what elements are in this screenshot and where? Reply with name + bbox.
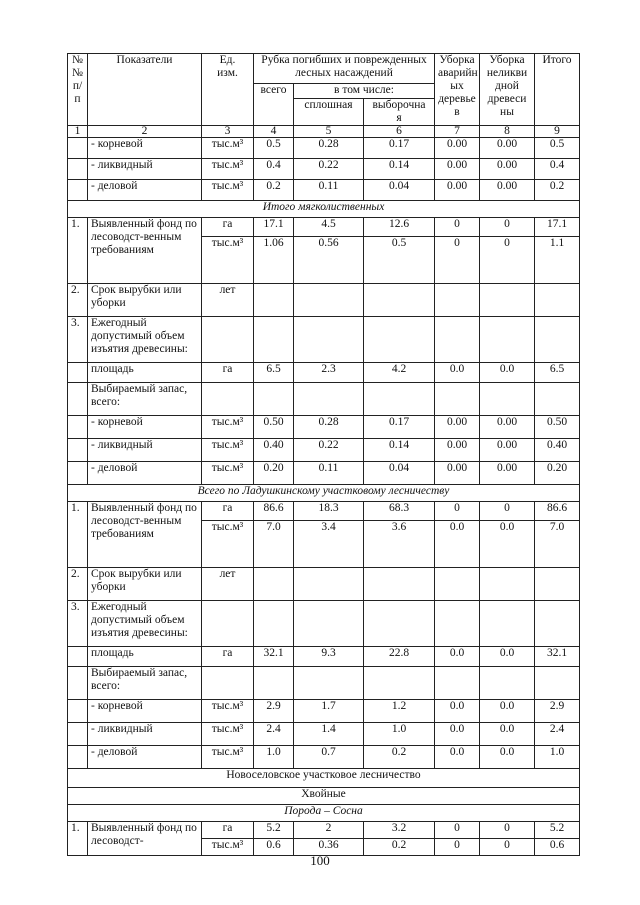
col-clear-header: сплошная	[294, 99, 364, 126]
table-row	[68, 568, 580, 601]
num-cell	[68, 667, 88, 700]
empty-cell	[435, 317, 480, 363]
value-cell: 0.00	[480, 416, 535, 439]
unit-cell: га	[202, 822, 254, 839]
empty-cell	[254, 568, 294, 601]
section-ladushkin	[68, 485, 580, 502]
table-row	[68, 502, 580, 521]
unit-cell: тыс.м³	[202, 138, 254, 159]
empty-cell	[364, 601, 435, 647]
value-cell: 7.0	[535, 521, 580, 568]
num-cell: 3.	[68, 317, 88, 363]
col-illiquid-header: Уборка неликви дной древеси ны	[480, 54, 535, 126]
value-cell: 0.5	[254, 138, 294, 159]
num-cell	[68, 159, 88, 180]
empty-cell	[202, 601, 254, 647]
table-row	[68, 383, 580, 416]
value-cell: 3.2	[364, 822, 435, 839]
value-cell: 32.1	[254, 647, 294, 667]
value-cell: 17.1	[254, 218, 294, 237]
table-row	[68, 363, 580, 383]
empty-cell	[254, 317, 294, 363]
table-row	[68, 667, 580, 700]
num-cell: 2.	[68, 568, 88, 601]
empty-cell	[535, 568, 580, 601]
unit-cell: га	[202, 502, 254, 521]
indicator-label: Выбираемый запас, всего:	[88, 667, 202, 700]
value-cell: 2.4	[535, 723, 580, 746]
num-cell	[68, 647, 88, 667]
value-cell: 0.0	[435, 746, 480, 769]
value-cell: 4.2	[364, 363, 435, 383]
value-cell: 0.7	[294, 746, 364, 769]
value-cell: 0.0	[480, 647, 535, 667]
table-row	[68, 439, 580, 462]
indicator-label: площадь	[88, 363, 202, 383]
value-cell: 32.1	[535, 647, 580, 667]
empty-cell	[435, 601, 480, 647]
value-cell: 68.3	[364, 502, 435, 521]
value-cell: 0	[435, 218, 480, 237]
value-cell: 0.2	[364, 746, 435, 769]
num-cell: 1.	[68, 822, 88, 856]
column-number: 5	[294, 126, 364, 138]
unit-cell: тыс.м³	[202, 521, 254, 568]
table-row	[68, 647, 580, 667]
section-soft	[68, 201, 580, 218]
indicator-label: - ликвидный	[88, 439, 202, 462]
value-cell: 0.0	[480, 363, 535, 383]
column-number-row	[68, 126, 580, 138]
unit-cell: тыс.м³	[202, 700, 254, 723]
column-number: 6	[364, 126, 435, 138]
value-cell: 4.5	[294, 218, 364, 237]
unit-cell: тыс.м³	[202, 416, 254, 439]
value-cell: 0	[435, 237, 480, 284]
value-cell: 1.4	[294, 723, 364, 746]
empty-cell	[364, 284, 435, 317]
empty-cell	[294, 568, 364, 601]
indicator-label: площадь	[88, 647, 202, 667]
table-row	[68, 462, 580, 485]
unit-cell: лет	[202, 284, 254, 317]
value-cell: 5.2	[535, 822, 580, 839]
table-row	[68, 723, 580, 746]
value-cell: 17.1	[535, 218, 580, 237]
value-cell: 6.5	[254, 363, 294, 383]
value-cell: 0.11	[294, 462, 364, 485]
unit-cell: тыс.м³	[202, 746, 254, 769]
indicator-label: Срок вырубки или уборки	[88, 568, 202, 601]
indicator-label: Ежегодный допустимый объем изъятия древесины:	[88, 601, 202, 647]
empty-cell	[294, 317, 364, 363]
num-cell	[68, 363, 88, 383]
value-cell: 0.56	[294, 237, 364, 284]
value-cell: 1.7	[294, 700, 364, 723]
empty-cell	[480, 317, 535, 363]
col-indicators-header: Показатели	[88, 54, 202, 126]
species-band	[68, 805, 580, 822]
value-cell: 0.0	[435, 363, 480, 383]
value-cell: 0	[480, 839, 535, 856]
value-cell: 0.5	[535, 138, 580, 159]
value-cell: 2.4	[254, 723, 294, 746]
indicator-label: Срок вырубки или уборки	[88, 284, 202, 317]
value-cell: 0.28	[294, 416, 364, 439]
col-total-all-header: всего	[254, 84, 294, 126]
value-cell: 0.0	[480, 746, 535, 769]
value-cell: 1.0	[364, 723, 435, 746]
empty-cell	[535, 601, 580, 647]
value-cell: 0.5	[364, 237, 435, 284]
value-cell: 0.6	[254, 839, 294, 856]
value-cell: 0.0	[435, 700, 480, 723]
col-num-header: № № п/ п	[68, 54, 88, 126]
indicator-label: Выбираемый запас, всего:	[88, 383, 202, 416]
value-cell: 0.4	[535, 159, 580, 180]
table-row	[68, 700, 580, 723]
column-number: 3	[202, 126, 254, 138]
value-cell: 0.00	[435, 439, 480, 462]
value-cell: 7.0	[254, 521, 294, 568]
value-cell: 0.0	[435, 521, 480, 568]
value-cell: 0.0	[480, 521, 535, 568]
group-band	[68, 788, 580, 805]
value-cell: 22.8	[364, 647, 435, 667]
column-number: 9	[535, 126, 580, 138]
value-cell: 12.6	[364, 218, 435, 237]
col-including-header: в том числе:	[294, 84, 435, 99]
value-cell: 0.6	[535, 839, 580, 856]
empty-cell	[480, 601, 535, 647]
num-cell	[68, 700, 88, 723]
unit-cell: га	[202, 647, 254, 667]
num-cell: 1.	[68, 218, 88, 284]
num-cell	[68, 746, 88, 769]
empty-cell	[254, 667, 294, 700]
value-cell: 0.0	[435, 723, 480, 746]
empty-cell	[435, 383, 480, 416]
forestry-table	[67, 53, 580, 856]
value-cell: 1.2	[364, 700, 435, 723]
table-row	[68, 180, 580, 201]
value-cell: 0.04	[364, 180, 435, 201]
empty-cell	[294, 383, 364, 416]
indicator-label: Выявленный фонд по лесоводст-венным требованиям	[88, 218, 202, 284]
value-cell: 0	[435, 839, 480, 856]
value-cell: 0	[480, 502, 535, 521]
value-cell: 0.20	[535, 462, 580, 485]
value-cell: 0.50	[535, 416, 580, 439]
empty-cell	[435, 568, 480, 601]
col-total-header: Итого	[535, 54, 580, 126]
table-row	[68, 601, 580, 647]
value-cell: 0.00	[480, 159, 535, 180]
value-cell: 0.22	[294, 439, 364, 462]
num-cell	[68, 416, 88, 439]
indicator-label: Выявленный фонд по лесоводст-венным требованиям	[88, 502, 202, 568]
value-cell: 0.20	[254, 462, 294, 485]
num-cell	[68, 138, 88, 159]
value-cell: 0	[435, 822, 480, 839]
value-cell: 9.3	[294, 647, 364, 667]
value-cell: 0.40	[254, 439, 294, 462]
unit-cell: тыс.м³	[202, 180, 254, 201]
table-row	[68, 159, 580, 180]
num-cell: 1.	[68, 502, 88, 568]
value-cell: 0.00	[480, 462, 535, 485]
table-row	[68, 746, 580, 769]
num-cell: 2.	[68, 284, 88, 317]
column-number: 8	[480, 126, 535, 138]
num-cell	[68, 180, 88, 201]
value-cell: 1.0	[254, 746, 294, 769]
unit-cell: тыс.м³	[202, 439, 254, 462]
value-cell: 86.6	[535, 502, 580, 521]
empty-cell	[202, 317, 254, 363]
header-row	[68, 54, 580, 69]
value-cell: 0.22	[294, 159, 364, 180]
species-title: Порода – Сосна	[68, 805, 580, 822]
value-cell: 0.2	[364, 839, 435, 856]
value-cell: 1.0	[535, 746, 580, 769]
value-cell: 86.6	[254, 502, 294, 521]
value-cell: 0.00	[435, 159, 480, 180]
value-cell: 0.0	[480, 723, 535, 746]
col-felling-header: Рубка погибших и поврежденных лесных насаждений	[254, 54, 435, 84]
col-selective-header: выборочна я	[364, 99, 435, 126]
empty-cell	[480, 383, 535, 416]
empty-cell	[364, 317, 435, 363]
value-cell: 0.2	[535, 180, 580, 201]
value-cell: 3.4	[294, 521, 364, 568]
unit-cell: тыс.м³	[202, 237, 254, 284]
empty-cell	[254, 383, 294, 416]
value-cell: 0.0	[435, 647, 480, 667]
value-cell: 1.06	[254, 237, 294, 284]
value-cell: 0.11	[294, 180, 364, 201]
value-cell: 0	[480, 822, 535, 839]
empty-cell	[202, 667, 254, 700]
value-cell: 0.2	[254, 180, 294, 201]
forestry-title: Новоселовское участковое лесничество	[68, 769, 580, 788]
unit-cell: тыс.м³	[202, 839, 254, 856]
empty-cell	[294, 284, 364, 317]
value-cell: 0.50	[254, 416, 294, 439]
empty-cell	[535, 667, 580, 700]
value-cell: 1.1	[535, 237, 580, 284]
value-cell: 3.6	[364, 521, 435, 568]
empty-cell	[254, 601, 294, 647]
empty-cell	[480, 284, 535, 317]
value-cell: 2	[294, 822, 364, 839]
value-cell: 0.00	[435, 416, 480, 439]
section-soft-title: Итого мягколиственных	[68, 201, 580, 218]
indicator-label: - деловой	[88, 462, 202, 485]
value-cell: 0.36	[294, 839, 364, 856]
value-cell: 0.00	[435, 138, 480, 159]
table-row	[68, 284, 580, 317]
table-row	[68, 218, 580, 237]
col-emergency-header: Уборка аварийн ых деревье в	[435, 54, 480, 126]
value-cell: 0.00	[480, 439, 535, 462]
unit-cell: тыс.м³	[202, 723, 254, 746]
indicator-label: Ежегодный допустимый объем изъятия древесины:	[88, 317, 202, 363]
empty-cell	[202, 383, 254, 416]
indicator-label: - корневой	[88, 416, 202, 439]
num-cell	[68, 439, 88, 462]
value-cell: 0.00	[480, 138, 535, 159]
indicator-label: - ликвидный	[88, 159, 202, 180]
column-number: 2	[88, 126, 202, 138]
empty-cell	[480, 568, 535, 601]
value-cell: 0.14	[364, 439, 435, 462]
empty-cell	[480, 667, 535, 700]
value-cell: 2.3	[294, 363, 364, 383]
value-cell: 0.14	[364, 159, 435, 180]
value-cell: 0.04	[364, 462, 435, 485]
value-cell: 2.9	[254, 700, 294, 723]
empty-cell	[294, 601, 364, 647]
empty-cell	[435, 667, 480, 700]
indicator-label: - ликвидный	[88, 723, 202, 746]
empty-cell	[364, 383, 435, 416]
indicator-label: - корневой	[88, 138, 202, 159]
page-number: 100	[310, 853, 330, 868]
unit-cell: тыс.м³	[202, 159, 254, 180]
value-cell: 6.5	[535, 363, 580, 383]
value-cell: 0.00	[480, 180, 535, 201]
section-ladushkin-title: Всего по Ладушкинскому участковому лесничеству	[68, 485, 580, 502]
table-row	[68, 317, 580, 363]
empty-cell	[364, 568, 435, 601]
value-cell: 0.00	[435, 180, 480, 201]
empty-cell	[254, 284, 294, 317]
unit-cell: тыс.м³	[202, 462, 254, 485]
indicator-label: - корневой	[88, 700, 202, 723]
num-cell	[68, 383, 88, 416]
value-cell: 0	[435, 502, 480, 521]
num-cell	[68, 723, 88, 746]
indicator-label: - деловой	[88, 746, 202, 769]
unit-cell: га	[202, 363, 254, 383]
value-cell: 0	[480, 218, 535, 237]
num-cell: 3.	[68, 601, 88, 647]
empty-cell	[435, 284, 480, 317]
empty-cell	[535, 317, 580, 363]
column-number: 7	[435, 126, 480, 138]
value-cell: 0.17	[364, 138, 435, 159]
value-cell: 0.40	[535, 439, 580, 462]
empty-cell	[535, 284, 580, 317]
unit-cell: лет	[202, 568, 254, 601]
group-title: Хвойные	[68, 788, 580, 805]
column-number: 4	[254, 126, 294, 138]
empty-cell	[535, 383, 580, 416]
value-cell: 0.4	[254, 159, 294, 180]
num-cell	[68, 462, 88, 485]
col-unit-header: Ед. изм.	[202, 54, 254, 126]
value-cell: 5.2	[254, 822, 294, 839]
empty-cell	[364, 667, 435, 700]
value-cell: 2.9	[535, 700, 580, 723]
value-cell: 0.28	[294, 138, 364, 159]
indicator-label: Выявленный фонд по лесоводст-	[88, 822, 202, 856]
value-cell: 18.3	[294, 502, 364, 521]
value-cell: 0.0	[480, 700, 535, 723]
forestry-band	[68, 769, 580, 788]
value-cell: 0.00	[435, 462, 480, 485]
indicator-label: - деловой	[88, 180, 202, 201]
value-cell: 0	[480, 237, 535, 284]
table-row	[68, 822, 580, 839]
unit-cell: га	[202, 218, 254, 237]
column-number: 1	[68, 126, 88, 138]
value-cell: 0.17	[364, 416, 435, 439]
table-row	[68, 138, 580, 159]
empty-cell	[294, 667, 364, 700]
table-row	[68, 416, 580, 439]
